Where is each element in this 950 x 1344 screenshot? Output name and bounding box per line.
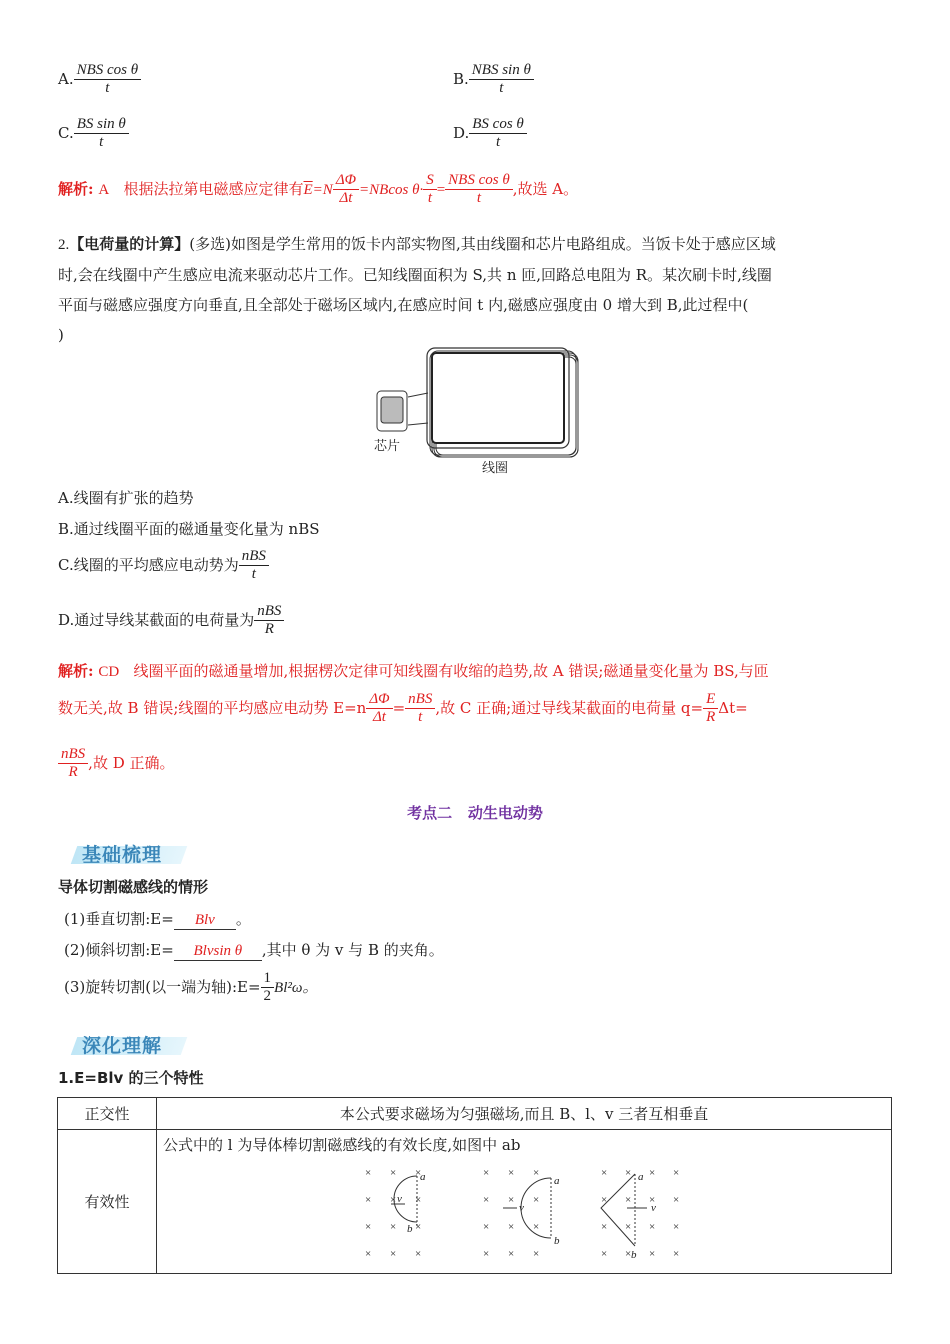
table-row bbox=[58, 1098, 892, 1130]
field-cross: × bbox=[625, 1167, 632, 1179]
field-cross: × bbox=[390, 1194, 397, 1206]
field-cross: × bbox=[601, 1221, 608, 1233]
field-cross: × bbox=[508, 1248, 515, 1260]
question-tag: 【电荷量的计算】 bbox=[69, 235, 190, 253]
field-cross: × bbox=[533, 1167, 540, 1179]
analysis-text: 线圈平面的磁通量增加,根据楞次定律可知线圈有收缩的趋势,故 A 错误;磁通量变化量为 BS,与匝 bbox=[133, 662, 769, 680]
field-cross: × bbox=[365, 1221, 372, 1233]
item-text: 。 bbox=[235, 910, 251, 928]
badge-basic-review bbox=[60, 840, 200, 866]
point-a-label: a bbox=[554, 1175, 560, 1187]
question-line bbox=[58, 229, 893, 260]
equals-sign: = bbox=[436, 181, 446, 198]
chip-label: 芯片 bbox=[374, 439, 401, 454]
field-cross: × bbox=[649, 1248, 656, 1260]
field-cross: × bbox=[483, 1194, 490, 1206]
q2-option-b: B.通过线圈平面的磁通量变化量为 nBS bbox=[58, 520, 320, 538]
option-letter: A. bbox=[58, 69, 74, 88]
analysis-label: 解析: bbox=[58, 179, 94, 198]
point-a-label: a bbox=[420, 1171, 426, 1183]
fraction-numerator: NBS sin θ bbox=[469, 62, 534, 80]
fraction-denominator: R bbox=[706, 709, 716, 726]
item-text: Bl²ω。 bbox=[274, 979, 318, 996]
option-letter: D. bbox=[453, 123, 470, 142]
field-cross: × bbox=[625, 1221, 632, 1233]
fraction-denominator: t bbox=[418, 709, 423, 726]
option-fraction bbox=[74, 62, 142, 98]
equation-part: =N bbox=[312, 181, 333, 198]
fraction bbox=[703, 691, 718, 727]
analysis-2-line-3 bbox=[58, 746, 175, 782]
fraction-denominator: t bbox=[427, 190, 433, 207]
q2-option-c bbox=[58, 548, 269, 584]
fraction-numerator: S bbox=[423, 172, 437, 190]
fraction-denominator: 2 bbox=[263, 988, 272, 1005]
field-cross: × bbox=[673, 1194, 680, 1206]
fraction-denominator: R bbox=[68, 764, 78, 781]
v-shape-conductor bbox=[601, 1174, 635, 1246]
fraction bbox=[333, 172, 359, 208]
fraction-denominator: R bbox=[264, 621, 274, 638]
option-a bbox=[58, 62, 141, 98]
equals-sign: = bbox=[392, 698, 406, 717]
field-cross: × bbox=[649, 1194, 656, 1206]
field-cross: × bbox=[390, 1167, 397, 1179]
point-a-label: a bbox=[638, 1171, 644, 1183]
analysis-tail: ,故选 A。 bbox=[512, 179, 579, 198]
fraction-numerator: nBS bbox=[254, 603, 284, 621]
analysis-text: ,故 D 正确。 bbox=[88, 753, 175, 772]
point-b-label: b bbox=[554, 1235, 560, 1247]
answer-blank: Blvsin θ bbox=[174, 943, 262, 961]
field-cross: × bbox=[533, 1248, 540, 1260]
fraction-denominator: Δt bbox=[372, 709, 386, 726]
question-number: 2. bbox=[58, 237, 70, 253]
fraction bbox=[261, 970, 275, 1006]
fraction-denominator: t bbox=[251, 566, 256, 583]
fraction-numerator: nBS bbox=[405, 691, 435, 709]
q2-option-a: A.线圈有扩张的趋势 bbox=[58, 489, 194, 507]
field-cross: × bbox=[601, 1248, 608, 1260]
fraction-numerator: NBS cos θ bbox=[445, 172, 513, 190]
fraction-denominator: t bbox=[99, 134, 104, 151]
analysis-2-line-2 bbox=[58, 691, 748, 727]
analysis-1 bbox=[58, 172, 578, 208]
option-d bbox=[453, 116, 527, 152]
question-line: 时,会在线圈中产生感应电流来驱动芯片工作。已知线圈面积为 S,共 n 匝,回路总电阻为 R。某次刷卡时,线圈 bbox=[58, 266, 772, 284]
field-cross: × bbox=[533, 1194, 540, 1206]
card-coil-figure bbox=[370, 345, 585, 480]
fraction-denominator: t bbox=[495, 134, 501, 151]
analysis-answer: A bbox=[98, 181, 110, 198]
field-cross: × bbox=[483, 1221, 490, 1233]
field-cross: × bbox=[483, 1167, 490, 1179]
field-cross: × bbox=[390, 1248, 397, 1260]
option-fraction bbox=[469, 62, 534, 98]
fraction bbox=[239, 548, 269, 584]
q2-option-d bbox=[58, 603, 284, 639]
fraction-numerator: ΔΦ bbox=[333, 172, 359, 190]
field-cross: × bbox=[601, 1194, 608, 1206]
velocity-label: v bbox=[397, 1193, 402, 1205]
badge-deep-understanding bbox=[60, 1031, 200, 1057]
field-cross: × bbox=[508, 1221, 515, 1233]
field-cross: × bbox=[365, 1194, 372, 1206]
option-fraction bbox=[74, 116, 129, 152]
item-text: ,其中 θ 为 v 与 B 的夹角。 bbox=[261, 941, 444, 959]
field-cross: × bbox=[601, 1167, 608, 1179]
analysis-label: 解析: bbox=[58, 662, 94, 680]
fraction-numerator: BS cos θ bbox=[469, 116, 527, 134]
field-cross: × bbox=[365, 1167, 372, 1179]
field-cross: × bbox=[673, 1167, 680, 1179]
field-cross: × bbox=[673, 1221, 680, 1233]
option-b bbox=[453, 62, 534, 98]
coil-label: 线圈 bbox=[482, 461, 509, 476]
field-cross: × bbox=[649, 1221, 656, 1233]
fraction bbox=[254, 603, 284, 639]
cutting-field-figures bbox=[365, 1166, 695, 1268]
field-cross: × bbox=[508, 1194, 515, 1206]
question-text: (多选)如图是学生常用的饭卡内部实物图,其由线圈和芯片电路组成。当饭卡处于感应区域 bbox=[189, 235, 776, 253]
item-2 bbox=[64, 939, 444, 961]
table-row bbox=[58, 1130, 892, 1274]
fraction-denominator: t bbox=[476, 190, 482, 207]
option-fraction bbox=[469, 116, 527, 152]
answer-blank: Blv bbox=[174, 912, 236, 930]
point-b-label: b bbox=[631, 1249, 637, 1261]
fraction bbox=[366, 691, 392, 727]
properties-table bbox=[57, 1097, 892, 1274]
emf-symbol: $\overline{E}$ bbox=[303, 181, 313, 198]
item-text: (2)倾斜切割:E= bbox=[64, 941, 174, 959]
fraction-numerator: nBS bbox=[239, 548, 269, 566]
question-line: 平面与磁感应强度方向垂直,且全部处于磁场区域内,在感应时间 t 内,磁感应强度由 0 增大到 B,此过程中( bbox=[58, 296, 749, 314]
option-text: D.通过导线某截面的电荷量为 bbox=[58, 610, 255, 629]
field-cross: × bbox=[533, 1221, 540, 1233]
fraction-denominator: t bbox=[499, 80, 504, 97]
row-text: 公式中的 l 为导体棒切割磁感线的有效长度,如图中 ab bbox=[163, 1136, 521, 1154]
fraction-denominator: Δt bbox=[339, 190, 353, 207]
option-text: C.线圈的平均感应电动势为 bbox=[58, 555, 239, 574]
field-cross: × bbox=[415, 1194, 422, 1206]
item-text: (3)旋转切割(以一端为轴):E= bbox=[64, 977, 261, 996]
fraction-numerator: ΔΦ bbox=[366, 691, 392, 709]
point-b-label: b bbox=[407, 1223, 413, 1235]
analysis-text: Δt= bbox=[718, 698, 748, 717]
row-content bbox=[157, 1130, 892, 1274]
item-text: (1)垂直切割:E= bbox=[64, 910, 174, 928]
row-text: 本公式要求磁场为匀强磁场,而且 B、l、v 三者互相垂直 bbox=[157, 1098, 892, 1130]
equation-part: =NBcos θ· bbox=[359, 181, 424, 198]
fraction-numerator: BS sin θ bbox=[74, 116, 129, 134]
velocity-label: v bbox=[651, 1202, 656, 1214]
item-3 bbox=[64, 970, 317, 1006]
analysis-text: 根据法拉第电磁感应定律有 bbox=[123, 179, 304, 198]
fraction bbox=[58, 746, 88, 782]
fraction-numerator: nBS bbox=[58, 746, 88, 764]
field-cross: × bbox=[415, 1221, 422, 1233]
badge-label: 深化理解 bbox=[82, 1035, 163, 1057]
question-2 bbox=[58, 229, 893, 350]
fraction-numerator: E bbox=[703, 691, 718, 709]
field-cross: × bbox=[415, 1248, 422, 1260]
field-cross: × bbox=[483, 1248, 490, 1260]
fraction bbox=[445, 172, 513, 208]
field-cross: × bbox=[649, 1167, 656, 1179]
field-cross: × bbox=[673, 1248, 680, 1260]
row-label: 正交性 bbox=[58, 1098, 157, 1130]
analysis-text: 数无关,故 B 错误;线圈的平均感应电动势 E=n bbox=[58, 698, 367, 717]
fraction-numerator: 1 bbox=[261, 970, 275, 988]
field-cross: × bbox=[508, 1167, 515, 1179]
section-title: 考点二 动生电动势 bbox=[407, 804, 543, 822]
velocity-label: v bbox=[519, 1202, 524, 1214]
field-cross: × bbox=[415, 1167, 422, 1179]
fraction-denominator: t bbox=[105, 80, 110, 97]
fraction bbox=[405, 691, 435, 727]
option-letter: C. bbox=[58, 123, 74, 142]
analysis-answer: CD bbox=[98, 664, 120, 680]
subhead-cutting: 导体切割磁感线的情形 bbox=[58, 878, 209, 896]
analysis-2-line-1 bbox=[58, 660, 769, 681]
row-label: 有效性 bbox=[58, 1130, 157, 1274]
item-1 bbox=[64, 908, 251, 930]
field-cross: × bbox=[390, 1221, 397, 1233]
option-letter: B. bbox=[453, 69, 469, 88]
field-cross: × bbox=[625, 1248, 632, 1260]
field-cross: × bbox=[365, 1248, 372, 1260]
subhead-three-properties: 1.E=Blv 的三个特性 bbox=[58, 1069, 204, 1087]
question-line: ) bbox=[58, 326, 64, 344]
fraction bbox=[423, 172, 437, 208]
option-c bbox=[58, 116, 129, 152]
badge-label: 基础梳理 bbox=[82, 844, 163, 866]
field-cross: × bbox=[625, 1194, 632, 1206]
fraction-numerator: NBS cos θ bbox=[74, 62, 142, 80]
analysis-text: ,故 C 正确;通过导线某截面的电荷量 q= bbox=[435, 698, 704, 717]
